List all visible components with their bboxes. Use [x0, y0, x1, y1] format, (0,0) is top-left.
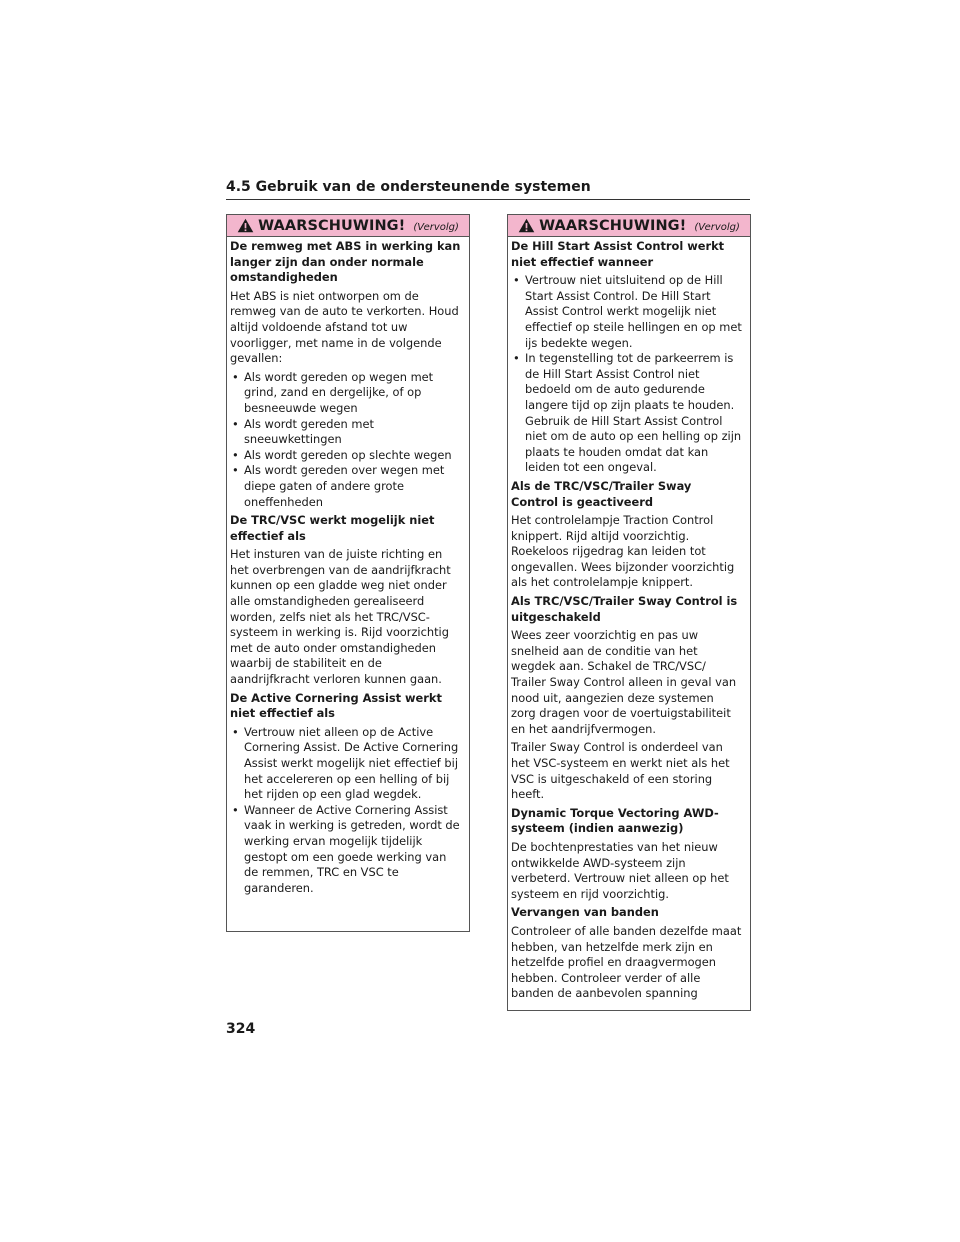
abs-bullet-list: [230, 370, 461, 510]
warning-triangle-icon: [518, 218, 535, 233]
warning-title: WAARSCHUWING!: [258, 217, 406, 234]
list-item: • Vertrouw niet uitsluitend op de Hill Start Assist Control. De Hill Start Assist Control werkt mogelijk niet effectief op steile hellingen en op met ijs bedekte wegen.: [511, 273, 742, 351]
page-number: 324: [226, 1021, 256, 1037]
tires-heading: Vervangen van banden: [511, 905, 659, 920]
hsa-heading: De Hill Start Assist Control werkt niet effectief wanneer: [511, 239, 725, 269]
list-item: • Vertrouw niet alleen op de Active Cornering Assist. De Active Cornering Assist werkt mogelijk niet effectief bij het accelereren op een helling of bij het rijden op een glad wegdek.: [230, 725, 461, 803]
warning-header: [508, 215, 750, 237]
aca-bullet-list: [230, 725, 461, 897]
abs-heading: De remweg met ABS in werking kan langer zijn dan onder normale omstandigheden: [230, 239, 461, 285]
dtv-heading: Dynamic Torque Vectoring AWD-systeem (indien aanwezig): [511, 805, 719, 836]
section-header: 4.5 Gebruik van de ondersteunende systemen: [226, 178, 750, 200]
active-heading: Als de TRC/VSC/Trailer Sway Control is geactiveerd: [511, 478, 692, 509]
warning-triangle-icon: [237, 218, 254, 233]
off-text: Wees zeer voorzichtig en pas uw snelheid aan de conditie van het wegdek aan. Schakel de TRC/VSC/ Trailer Sway Control alleen in geval van nood uit, aangezien deze systemen zorg dragen voor de voertuigstabiliteit en het aandrijfvermogen.: [511, 628, 737, 736]
warning-box-right: [507, 214, 751, 1011]
list-item: • In tegenstelling tot de parkeerrem is de Hill Start Assist Control niet bedoeld om de auto gedurende langere tijd op zijn plaats te houden. Gebruik de Hill Start Assist Control niet om de auto op een helling op zijn plaats te houden omdat dat kan leiden tot een ongeval.: [511, 351, 742, 476]
hsa-bullet-list: [511, 273, 742, 476]
trc-text: Het insturen van de juiste richting en het overbrengen van de aandrijfkracht kunnen op een gladde weg niet onder alle omstandigheden gerealiseerd worden, zelfs niet als het TRC/VSC-systeem in werking is. Rijd voorzichtig met de auto onder omstandigheden waarbij de stabiliteit en de aandrijfkracht verloren kunnen gaan.: [230, 547, 451, 687]
aca-heading: De Active Cornering Assist werkt niet effectief als: [230, 690, 442, 721]
dtv-text: De bochtenprestaties van het nieuw ontwikkelde AWD-systeem zijn verbeterd. Vertrouw niet alleen op het systeem en rijd voorzichtig.: [511, 839, 729, 901]
list-item: • Als wordt gereden op slechte wegen: [230, 448, 461, 464]
tires-text: Controleer of alle banden dezelfde maat hebben, van hetzelfde merk zijn en hetzelfde profiel en draagvermogen hebben. Controleer verder of alle banden de aanbevolen spanning: [511, 923, 742, 1001]
warning-body: [508, 237, 750, 1002]
warning-continued: (Vervolg): [413, 221, 459, 233]
warning-continued: (Vervolg): [694, 221, 740, 233]
warning-header: [227, 215, 469, 237]
abs-text: Het ABS is niet ontworpen om de remweg van de auto te verkorten. Houd altijd voldoende afstand tot uw voorligger, met name in de volgende gevallen:: [230, 288, 459, 366]
warning-body: [227, 237, 469, 896]
trc-heading: De TRC/VSC werkt mogelijk niet effectief als: [230, 513, 435, 543]
off-heading: Als TRC/VSC/Trailer Sway Control is uitgeschakeld: [511, 594, 738, 624]
list-item: • Wanneer de Active Cornering Assist vaak in werking is getreden, wordt de werking ervan mogelijk tijdelijk gestopt om een goede werking van de remmen, TRC en VSC te garanderen.: [230, 803, 461, 897]
list-item: • Als wordt gereden over wegen met diepe gaten of andere grote oneffenheden: [230, 463, 461, 510]
off-text-2: Trailer Sway Control is onderdeel van het VSC-systeem en werkt niet als het VSC is uitgeschakeld of een storing heeft.: [511, 740, 730, 802]
list-item: • Als wordt gereden op wegen met grind, zand en dergelijke, of op besneeuwde wegen: [230, 370, 461, 417]
warning-box-left: [226, 214, 470, 932]
active-text: Het controlelampje Traction Control knippert. Rijd altijd voorzichtig. Roekeloos rijgedrag kan leiden tot ongevallen. Wees bijzonder voorzichtig als het controlelampje knippert.: [511, 513, 735, 590]
list-item: • Als wordt gereden met sneeuwkettingen: [230, 417, 461, 448]
warning-title: WAARSCHUWING!: [539, 217, 687, 234]
